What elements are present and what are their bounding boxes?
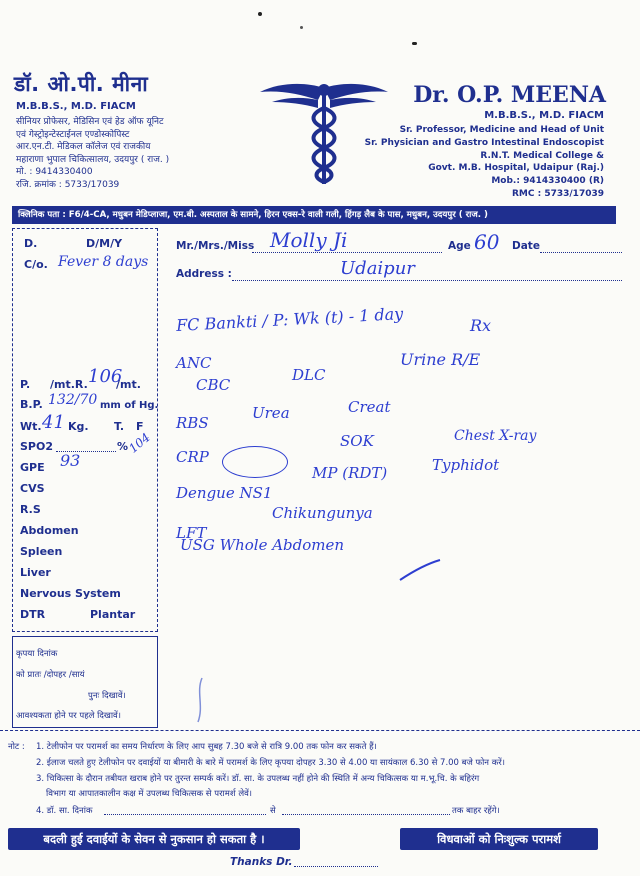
note-2: 2. ईलाज चलते हुए टेलीफोन पर दवाईयों या बीमारी के बारे में परामर्श के लिए कृपया दोपहर 3.30 से 4.00 या सायंकाल 6.30 से 7.00 बजे फोन करें। xyxy=(36,758,505,768)
header-right-lines xyxy=(365,124,604,201)
pulse-unit-2: /mt. xyxy=(116,378,141,391)
qualification-hindi: M.B.B.S., M.D. FIACM xyxy=(16,101,136,112)
address-value: Udaipur xyxy=(340,258,415,279)
chief-complaint: Fever 8 days xyxy=(58,254,149,270)
thanks-label: Thanks Dr. xyxy=(230,856,293,868)
scan-smudge xyxy=(412,42,417,45)
circled-mark xyxy=(222,446,288,478)
followup-date: कृपया दिनांक xyxy=(16,649,58,659)
spo2-unit: % xyxy=(117,440,129,453)
rx-usg: USG Whole Abdomen xyxy=(180,536,345,554)
note-4-from: से xyxy=(270,806,276,816)
rx-urea: Urea xyxy=(252,404,290,422)
qualification-english: M.B.B.S., M.D. FIACM xyxy=(484,110,604,121)
note-4-to: तक बाहर रहेंगे। xyxy=(452,806,500,816)
spo2-extra: 104 xyxy=(126,430,153,456)
notes-divider xyxy=(0,730,640,731)
pulse-label: P. xyxy=(20,378,31,391)
temp-unit: F xyxy=(136,420,144,433)
spo2-label: SPO2 xyxy=(20,440,53,453)
rx-dlc: DLC xyxy=(292,366,326,384)
patient-name-line xyxy=(252,252,442,253)
care-of-label: C/o. xyxy=(24,258,48,271)
followup-time: को प्रातः /दोपहर /सायं xyxy=(16,670,85,680)
doctor-name-english: Dr. O.P. MEENA xyxy=(413,82,606,108)
exam-liver: Liver xyxy=(20,566,51,579)
rx-urine: Urine R/E xyxy=(400,350,481,369)
notes-label: नोट : xyxy=(8,742,25,752)
followup-early: आवश्यकता होने पर पहले दिखावें। xyxy=(16,711,121,721)
spo2-value: 93 xyxy=(60,451,81,470)
header-left-line: एवं गेस्ट्रोइन्टेस्टाईनल एण्डोस्कोपिस्ट xyxy=(16,129,130,140)
clinic-address-bar: क्लिनिक पता : F6/4-CA, मधुबन मेडिप्लाजा, एम.बी. अस्पताल के सामने, हिरन एक्स-रे वाली गली, हिंगड़ लैब के पास, मधुबन, उदयपुर ( राज. ) xyxy=(12,206,616,224)
header-right-line: R.N.T. Medical College & xyxy=(480,150,604,161)
rx-rbs: RBS xyxy=(176,414,209,432)
temp-label: T. xyxy=(114,420,125,433)
rx-lft: LFT xyxy=(176,524,207,542)
note-4-line xyxy=(104,814,266,815)
header-right-line: Govt. M.B. Hospital, Udaipur (Raj.) xyxy=(428,163,604,174)
pen-stroke xyxy=(398,556,442,584)
weight-label: Wt. xyxy=(20,420,42,433)
rx-typhidot: Typhidot xyxy=(432,456,500,474)
exam-rs: R.S xyxy=(20,503,41,516)
header-left-line: रजि. क्रमांक : 5733/17039 xyxy=(16,179,120,190)
rx-chest-xray: Chest X-ray xyxy=(454,428,537,444)
rx-anc: ANC xyxy=(176,354,212,372)
exam-abdomen: Abdomen xyxy=(20,524,79,537)
date-field-label: Date xyxy=(512,240,540,252)
pen-stroke xyxy=(192,676,208,724)
exam-nervous-system: Nervous System xyxy=(20,587,121,600)
exam-cvs: CVS xyxy=(20,482,45,495)
bp-label: B.P. xyxy=(20,398,43,411)
followup-revisit: पुनः दिखावें। xyxy=(88,691,126,701)
rx-creat: Creat xyxy=(348,398,391,416)
rx-symbol: Rx xyxy=(470,316,492,335)
exam-spleen: Spleen xyxy=(20,545,63,558)
plantar-label: Plantar xyxy=(90,608,136,621)
header-left-line: आर.एन.टी. मेडिकल कॉलेज एवं राजकीय xyxy=(16,142,151,152)
note-3: 3. चिकित्सा के दौरान तबीयत खराब होने पर तुरन्त सम्पर्क करें। डॉ. सा. के उपलब्ध नहीं होने की स्थिति में अन्य चिकित्सक या म.भू.चि. के बहिरंग xyxy=(36,774,480,784)
age-value: 60 xyxy=(474,230,500,254)
address-line xyxy=(232,280,622,281)
pulse-unit: /mt.R. xyxy=(50,378,88,391)
weight-value: 41 xyxy=(42,412,65,433)
note-4: 4. डॉ. सा. दिनांक xyxy=(36,806,93,816)
rx-cbc: CBC xyxy=(196,376,231,394)
bp-unit: mm of Hg. xyxy=(100,400,159,411)
bp-value: 132/70 xyxy=(48,392,98,408)
header-right-line: RMC : 5733/17039 xyxy=(511,188,604,199)
header-right-line: Sr. Professor, Medicine and Head of Unit xyxy=(399,125,604,135)
scan-smudge xyxy=(300,26,303,29)
date-label: D. xyxy=(24,237,38,250)
rx-sok: SOK xyxy=(340,432,374,450)
rx-crp: CRP xyxy=(176,448,209,466)
header-left-lines xyxy=(16,116,169,191)
patient-name-label: Mr./Mrs./Miss xyxy=(176,240,255,252)
scan-smudge xyxy=(258,12,262,16)
header-left-line: मो. : 9414330400 xyxy=(16,167,93,177)
date-field-line xyxy=(540,252,622,253)
header-left-line: सीनियर प्रोफेसर, मेडिसिन एवं हेड ऑफ यूनिट xyxy=(16,117,164,127)
rx-mp-rdt: MP (RDT) xyxy=(312,464,388,482)
rx-dengue: Dengue NS1 xyxy=(176,484,273,502)
thanks-line xyxy=(294,866,378,867)
note-3-cont: विभाग या आपातकालीन कक्ष में उपलब्ध चिकित्सक से परामर्श लेवें। xyxy=(46,789,253,799)
dtr-label: DTR xyxy=(20,608,46,621)
note-1: 1. टेलीफोन पर परामर्श का समय निर्धारण के लिए आप सुबह 7.30 बजे से रात्रि 9.00 तक फोन कर सकते हैं। xyxy=(36,742,377,752)
header-left-line: महाराणा भुपाल चिकित्सालय, उदयपुर ( राज. ) xyxy=(16,154,170,165)
free-consult-banner: विधवाओं को निःशुल्क परामर्श xyxy=(400,828,598,850)
note-4-line-2 xyxy=(282,814,450,815)
exam-gpe: GPE xyxy=(20,461,45,474)
dmy-label: D/M/Y xyxy=(86,237,123,250)
rx-chikungunya: Chikungunya xyxy=(272,504,373,522)
address-label: Address : xyxy=(176,268,232,280)
doctor-name-hindi: डॉ. ओ.पी. मीना xyxy=(14,72,149,96)
rx-line-complaint: FC Bankti / P: Wk (t) - 1 day xyxy=(175,304,404,335)
age-label: Age xyxy=(448,240,471,252)
header-right-line: Mob.: 9414330400 (R) xyxy=(491,176,604,187)
header-right-line: Sr. Physician and Gastro Intestinal Endoscopist xyxy=(364,137,604,148)
weight-unit: Kg. xyxy=(68,420,89,433)
warning-banner: बदली हुई दवाईयों के सेवन से नुकसान हो सकता है । xyxy=(8,828,300,850)
pulse-value: 106 xyxy=(88,366,123,387)
patient-name-value: Molly Ji xyxy=(270,228,348,252)
